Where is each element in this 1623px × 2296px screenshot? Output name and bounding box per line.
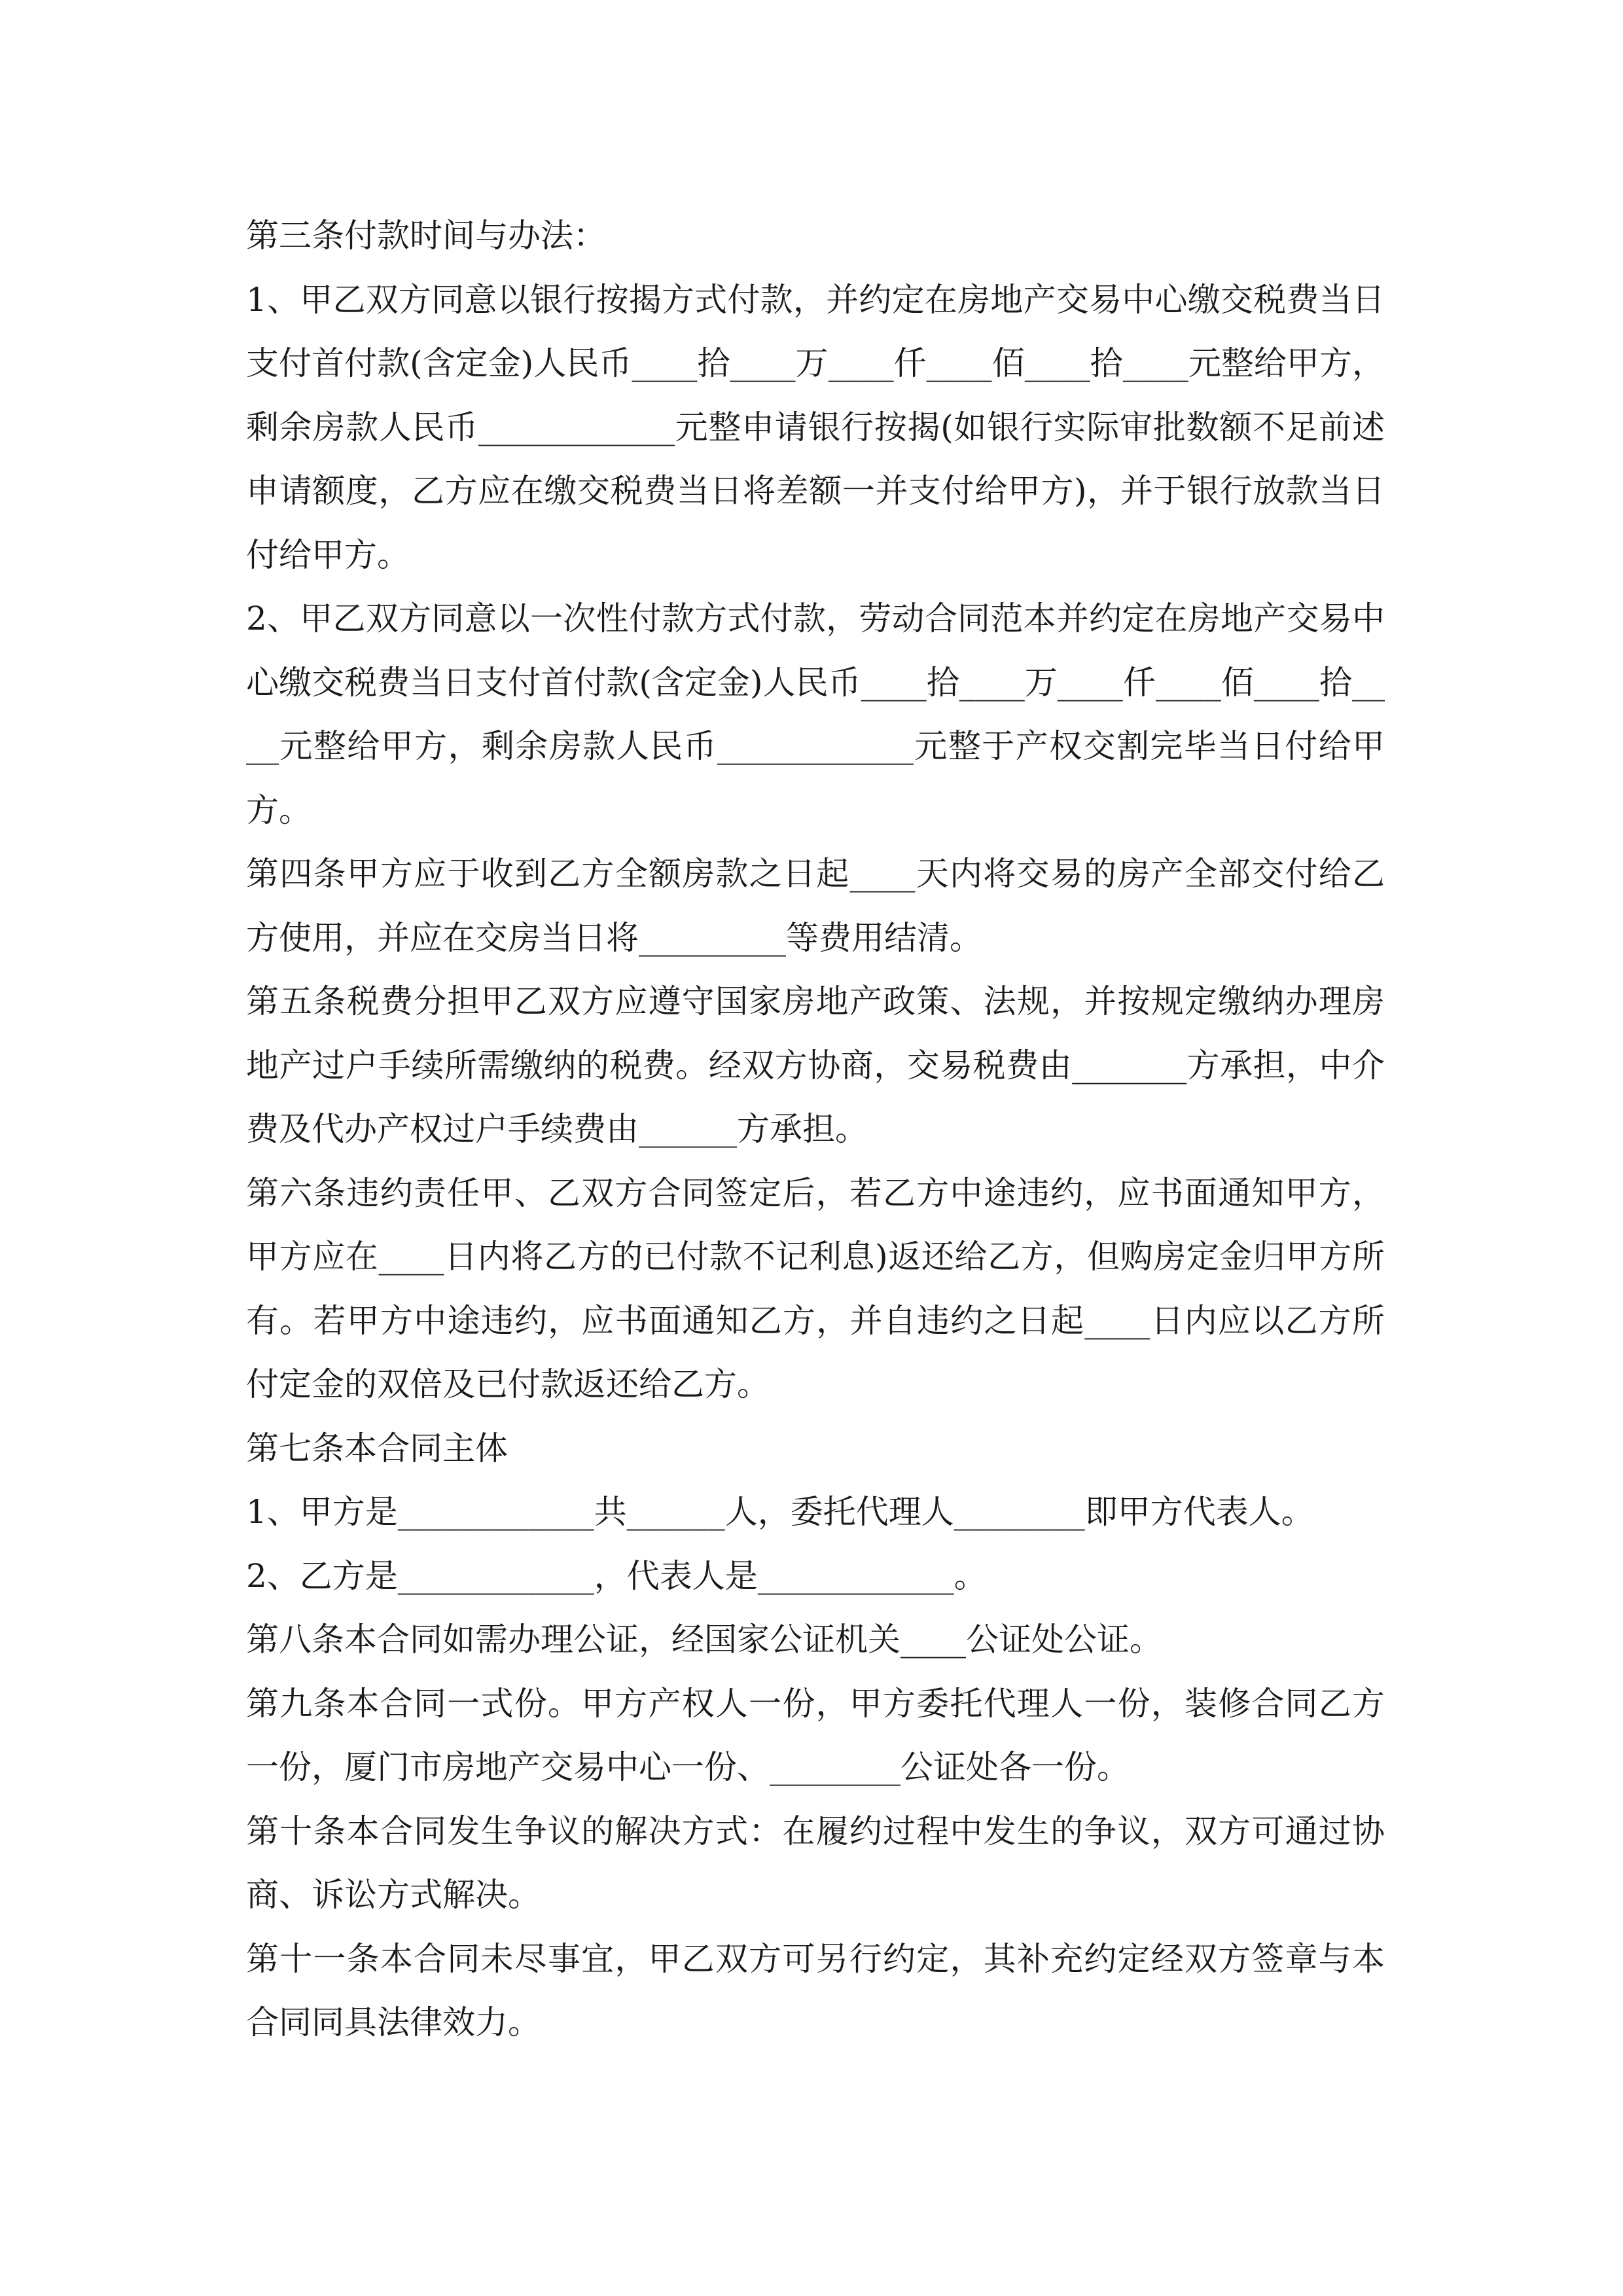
article-7-party-a: 1、甲方是____________共______人，委托代理人________即甲方代表人。 xyxy=(246,1493,1314,1531)
article-7-party-b: 2、乙方是____________，代表人是____________。 xyxy=(246,1556,987,1595)
article-5-taxes: 第五条税费分担甲乙双方应遵守国家房地产政策、法规，并按规定缴纳办理房地产过户手续所需缴纳的税费。经双方协商，交易税费由_______方承担，中介费及代办产权过户手续费由______方承担。 xyxy=(246,982,1385,1148)
article-8-notarization: 第八条本合同如需办理公证，经国家公证机关____公证处公证。 xyxy=(246,1621,1162,1659)
article-3-heading: 第三条付款时间与办法： xyxy=(246,217,606,255)
article-4: 第四条甲方应于收到乙方全额房款之日起____天内将交易的房产全部交付给乙方使用，并应在交房当日将_________等费用结清。 xyxy=(246,855,1385,957)
article-7-heading: 第七条本合同主体 xyxy=(246,1429,508,1467)
article-3-clause-1: 1、甲乙双方同意以银行按揭方式付款，并约定在房地产交易中心缴交税费当日支付首付款(含定金)人民币____拾____万____仟____佰____拾____元整给甲方，剩余房款人民币____________元整申请银行按揭(如银行实际审批数额不足前述申请额度，乙方应在缴交税费当日将差额一并支付给甲方)，并于银行放款当日付给甲方。 xyxy=(246,280,1385,574)
article-9-copies: 第九条本合同一式份。甲方产权人一份，甲方委托代理人一份，装修合同乙方一份，厦门市房地产交易中心一份、________公证处各一份。 xyxy=(246,1684,1385,1786)
article-11-supplement: 第十一条本合同未尽事宜，甲乙双方可另行约定，其补充约定经双方签章与本合同同具法律效力。 xyxy=(246,1939,1385,2041)
contract-body xyxy=(246,204,1385,2055)
article-6-breach: 第六条违约责任甲、乙双方合同签定后，若乙方中途违约，应书面通知甲方，甲方应在____日内将乙方的已付款不记利息)返还给乙方，但购房定金归甲方所有。若甲方中途违约，应书面通知乙方，并自违约之日起____日内应以乙方所付定金的双倍及已付款返还给乙方。 xyxy=(246,1174,1385,1403)
article-3-clause-2: 2、甲乙双方同意以一次性付款方式付款，劳动合同范本并约定在房地产交易中心缴交税费当日支付首付款(含定金)人民币____拾____万____仟____佰____拾____元整给甲方，剩余房款人民币____________元整于产权交割完毕当日付给甲方。 xyxy=(246,600,1385,829)
article-10-disputes: 第十条本合同发生争议的解决方式：在履约过程中发生的争议，双方可通过协商、诉讼方式解决。 xyxy=(246,1812,1385,1914)
